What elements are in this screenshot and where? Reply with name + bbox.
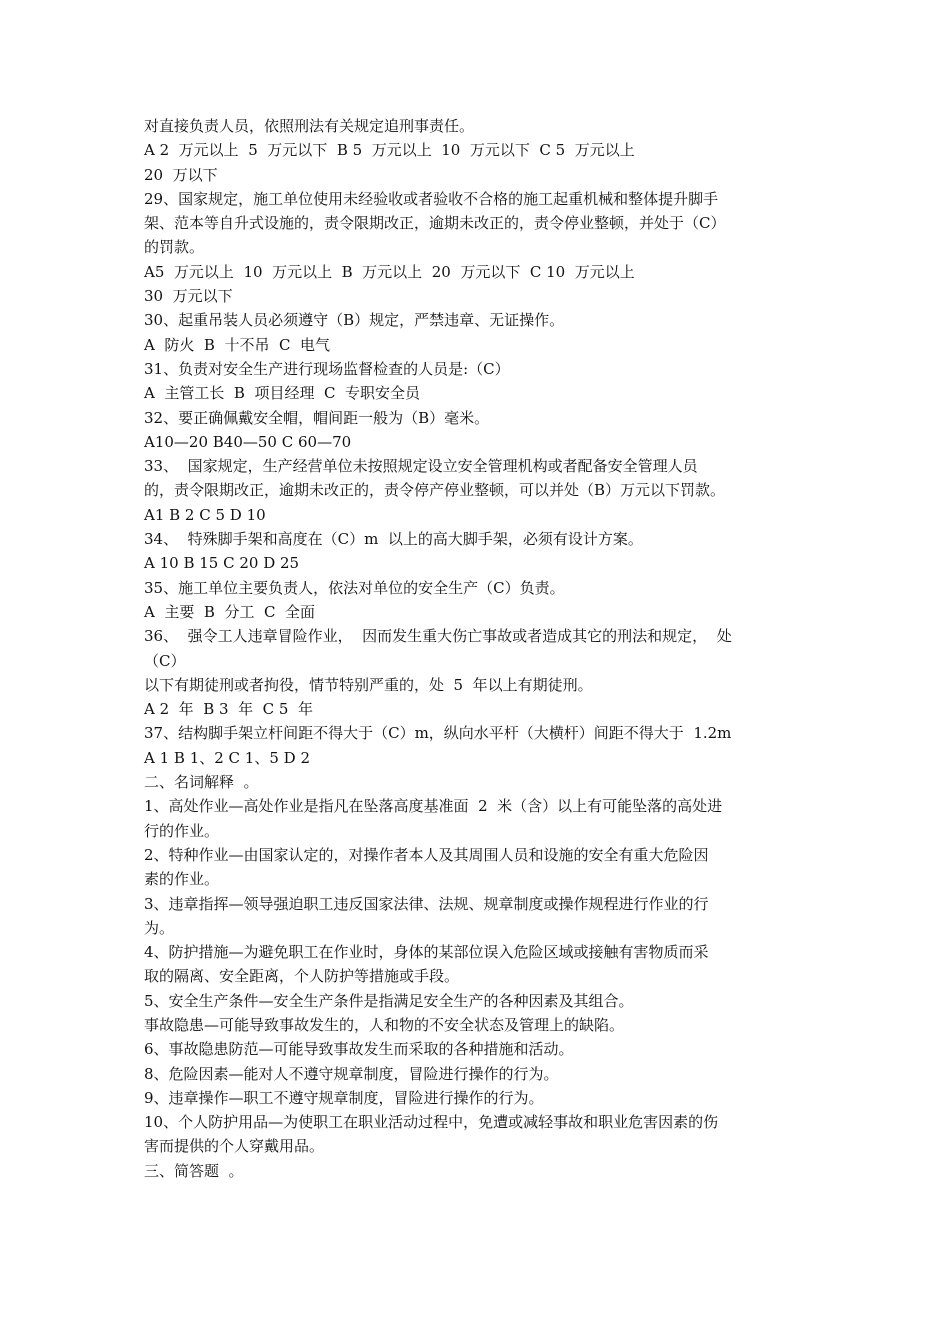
text-line: 以下有期徒刑或者拘役，情节特别严重的，处 5 年以上有期徒刑。: [144, 675, 593, 694]
section-heading: 三、简答题 。: [144, 1161, 244, 1180]
text-line: 33、 国家规定，生产经营单位未按照规定设立安全管理机构或者配备安全管理人员: [144, 457, 698, 476]
text-line: 36、 强令工人违章冒险作业， 因而发生重大伤亡事故或者造成其它的刑法和规定， 处: [144, 627, 732, 646]
text-line: 10、个人防护用品—为使职工在职业活动过程中，免遭或减轻事故和职业危害因素的伤: [144, 1113, 719, 1132]
text-line: 9、违章操作—职工不遵守规章制度，冒险进行操作的行为。: [144, 1088, 544, 1107]
text-line: 29、国家规定，施工单位使用未经验收或者验收不合格的施工起重机械和整体提升脚手: [144, 189, 719, 208]
text-line: 害而提供的个人穿戴用品。: [144, 1137, 325, 1156]
text-line: 2、特种作业—由国家认定的，对操作者本人及其周围人员和设施的安全有重大危险因: [144, 845, 709, 864]
text-line: 30 万元以下: [144, 287, 233, 306]
text-line: 31、负责对安全生产进行现场监督检查的人员是:（C）: [144, 359, 510, 378]
text-line: 37、结构脚手架立杆间距不得大于（C）m，纵向水平杆（大横杆）间距不得大于 1.2m: [144, 724, 732, 743]
text-line: A 2 年 B 3 年 C 5 年: [144, 700, 313, 719]
text-line: 20 万以下: [144, 165, 218, 184]
text-line: 对直接负责人员，依照刑法有关规定追刑事责任。: [144, 117, 475, 135]
text-line: 1、高处作业—高处作业是指凡在坠落高度基准面 2 米（含）以上有可能坠落的高处进: [144, 797, 723, 816]
text-line: A 2 万元以上 5 万元以下 B 5 万元以上 10 万元以下 C 5 万元以上: [144, 141, 635, 160]
text-line: 32、要正确佩戴安全帽，帽间距一般为（B）毫米。: [144, 408, 490, 427]
text-line: A 主管工长 B 项目经理 C 专职安全员: [144, 384, 421, 403]
text-line: A1 B 2 C 5 D 10: [144, 505, 266, 524]
text-line: 6、事故隐患防范—可能导致事故发生而采取的各种措施和活动。: [144, 1040, 574, 1059]
text-line: A 防火 B 十不吊 C 电气: [144, 335, 331, 354]
text-line: A5 万元以上 10 万元以上 B 万元以上 20 万元以下 C 10 万元以上: [144, 262, 635, 281]
text-line: 的罚款。: [144, 238, 205, 257]
text-line: A10—20 B40—50 C 60—70: [144, 432, 352, 451]
text-line: 素的作业。: [144, 870, 220, 889]
text-line: （C）: [144, 651, 186, 670]
text-line: 为。: [144, 918, 175, 937]
text-line: 取的隔离、安全距离，个人防护等措施或手段。: [144, 967, 460, 986]
section-heading: 二、名词解释 。: [144, 773, 259, 792]
text-line: 事故隐患—可能导致事故发生的，人和物的不安全状态及管理上的缺陷。: [144, 1015, 625, 1034]
text-line: A 10 B 15 C 20 D 25: [144, 554, 300, 573]
text-line: 34、 特殊脚手架和高度在（C）m 以上的高大脚手架，必须有设计方案。: [144, 530, 643, 549]
text-line: 3、违章指挥—领导强迫职工违反国家法律、法规、规章制度或操作规程进行作业的行: [144, 894, 709, 913]
text-line: A 主要 B 分工 C 全面: [144, 602, 316, 621]
text-line: A 1 B 1、2 C 1、5 D 2: [144, 748, 310, 767]
text-line: 架、范本等自升式设施的，责令限期改正，逾期未改正的，责令停业整顿，并处于（C）: [144, 214, 726, 233]
text-line: 30、起重吊装人员必须遵守（B）规定，严禁违章、无证操作。: [144, 311, 565, 330]
text-line: 5、安全生产条件—安全生产条件是指满足安全生产的各种因素及其组合。: [144, 991, 634, 1010]
document-body: [144, 114, 812, 1183]
text-line: 4、防护措施—为避免职工在作业时，身体的某部位误入危险区域或接触有害物质而采: [144, 943, 709, 962]
text-line: 的，责令限期改正，逾期未改正的，责令停产停业整顿，可以并处（B）万元以下罚款。: [144, 481, 726, 500]
text-line: 行的作业。: [144, 821, 220, 840]
text-line: 8、危险因素—能对人不遵守规章制度，冒险进行操作的行为。: [144, 1064, 559, 1083]
text-line: 35、施工单位主要负责人，依法对单位的安全生产（C）负责。: [144, 578, 565, 597]
